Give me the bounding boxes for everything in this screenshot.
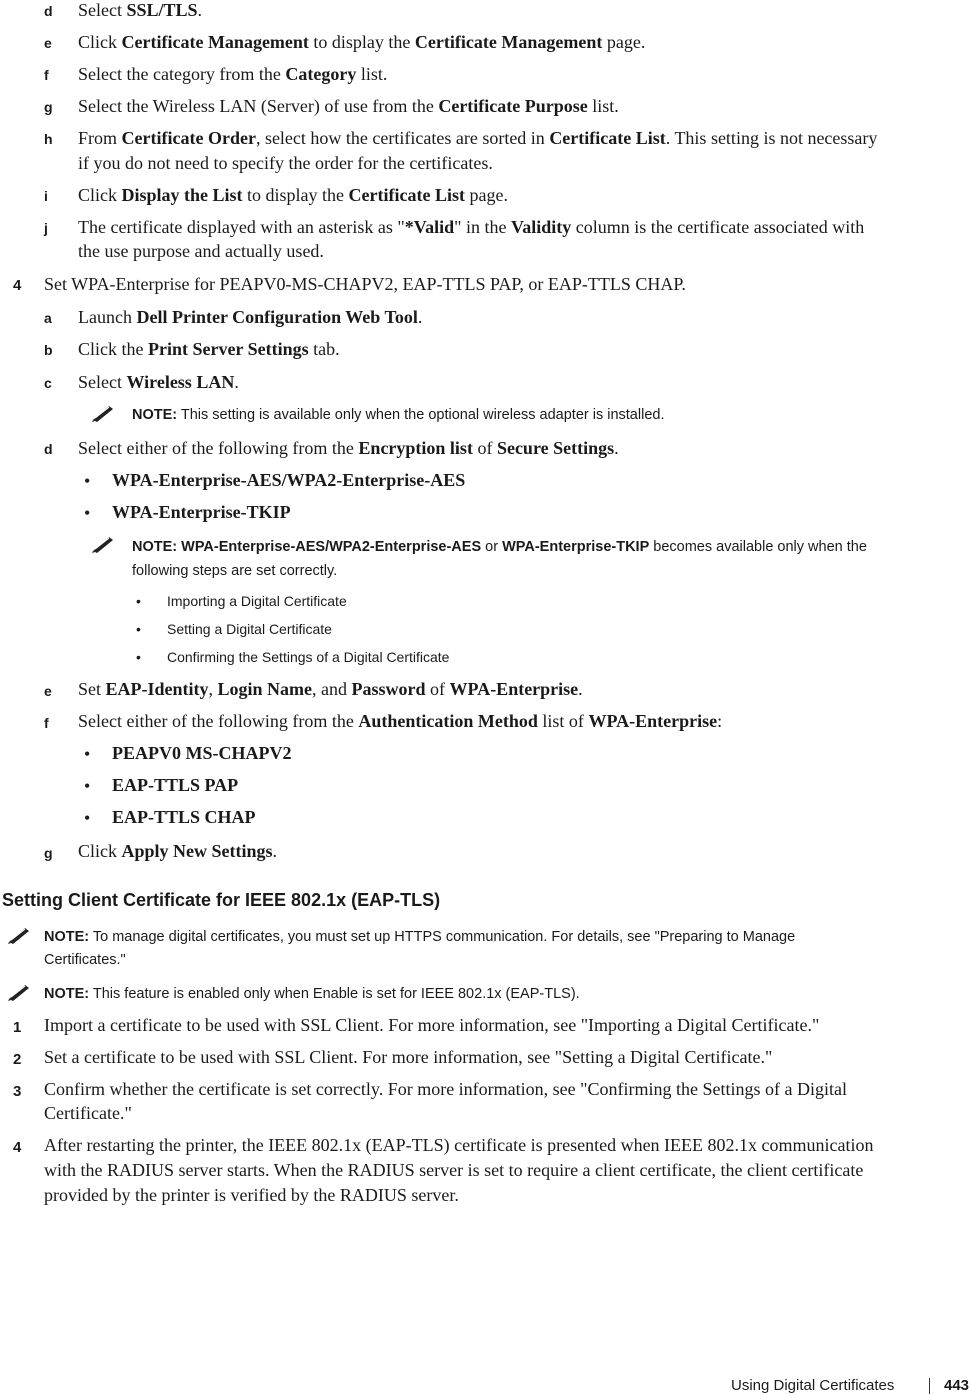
substep-g-text: Click Apply New Settings. [78, 841, 278, 861]
step-i-text: Click Display the List to display the Certificate List page. [78, 185, 508, 205]
substep-label-c: c [44, 375, 52, 391]
substep-label-f: f [44, 715, 49, 731]
step-number-4: 4 [13, 1139, 22, 1156]
step-label-e: e [44, 35, 52, 51]
note-bullet-item: Confirming the Settings of a Digital Certificate [167, 649, 450, 665]
step-label-f: f [44, 67, 49, 83]
note-https-line2: Certificates." [44, 952, 126, 968]
note-wireless-adapter: NOTE: This setting is available only when the optional wireless adapter is installed. [132, 407, 665, 423]
bullet-item: WPA-Enterprise-TKIP [112, 502, 291, 522]
step-j-text: The certificate displayed with an asterisk as "*Valid" in the Validity column is the certificate associated with [78, 217, 865, 237]
bullet-dot: • [84, 808, 91, 828]
step-j-text-line2: the use purpose and actually used. [78, 241, 324, 261]
pencil-note-icon [90, 404, 116, 422]
substep-c-text: Select Wireless LAN. [78, 372, 239, 392]
substep-b-text: Click the Print Server Settings tab. [78, 339, 340, 359]
step-label-h: h [44, 131, 53, 147]
substep-d-text: Select either of the following from the Encryption list of Secure Settings. [78, 438, 619, 458]
step-d-text: Select SSL/TLS. [78, 0, 203, 20]
bullet-item: WPA-Enterprise-AES/WPA2-Enterprise-AES [112, 470, 466, 490]
step-label-g: g [44, 99, 53, 115]
step-h-text: From Certificate Order, select how the certificates are sorted in Certificate List. This setting is not necessary [78, 128, 878, 148]
bullet-dot: • [84, 471, 91, 491]
bullet-item: EAP-TTLS PAP [112, 775, 239, 795]
pencil-note-icon [6, 983, 32, 1001]
footer-divider [929, 1378, 930, 1394]
substep-e-text: Set EAP-Identity, Login Name, and Password of WPA-Enterprise. [78, 679, 583, 699]
substep-a-text: Launch Dell Printer Configuration Web Tool. [78, 307, 423, 327]
page-number: 443 [944, 1377, 970, 1394]
step-number-3: 3 [13, 1083, 22, 1100]
section-step-4-text-line3: provided by the printer is verified by the RADIUS server. [44, 1185, 459, 1205]
step-f-text: Select the category from the Category list. [78, 64, 388, 84]
step-label-j: j [44, 220, 48, 236]
substep-label-e: e [44, 683, 52, 699]
substep-f-text: Select either of the following from the Authentication Method list of WPA-Enterprise: [78, 711, 723, 731]
pencil-note-icon [6, 926, 32, 944]
section-step-2-text: Set a certificate to be used with SSL Client. For more information, see "Setting a Digital Certificate." [44, 1047, 773, 1067]
bullet-dot: • [136, 593, 141, 609]
note-wpa-availability-line2: following steps are set correctly. [132, 563, 338, 579]
note-eap-tls: NOTE: This feature is enabled only when Enable is set for IEEE 802.1x (EAP-TLS). [44, 986, 580, 1002]
bullet-item: EAP-TTLS CHAP [112, 807, 256, 827]
bullet-dot: • [136, 649, 141, 665]
section-step-4-text-line2: with the RADIUS server starts. When the RADIUS server is set to require a client certificate, the client certificate [44, 1160, 864, 1180]
bullet-dot: • [136, 621, 141, 637]
step-number-1: 1 [13, 1019, 22, 1036]
note-bullet-item: Setting a Digital Certificate [167, 621, 332, 637]
section-step-4-text: After restarting the printer, the IEEE 802.1x (EAP-TLS) certificate is presented when IEEE 802.1x communication [44, 1135, 874, 1155]
step-label-i: i [44, 188, 48, 204]
step-4-text: Set WPA-Enterprise for PEAPV0-MS-CHAPV2, EAP-TTLS PAP, or EAP-TTLS CHAP. [44, 274, 686, 294]
bullet-dot: • [84, 776, 91, 796]
step-number-4: 4 [13, 277, 22, 294]
note-https: NOTE: To manage digital certificates, you must set up HTTPS communication. For details, see "Preparing to Manage [44, 929, 796, 945]
step-h-text-line2: if you do not need to specify the order for the certificates. [78, 153, 493, 173]
substep-label-b: b [44, 342, 53, 358]
bullet-dot: • [84, 744, 91, 764]
bullet-item: PEAPV0 MS-CHAPV2 [112, 743, 292, 763]
footer-section-title: Using Digital Certificates [731, 1377, 895, 1394]
step-number-2: 2 [13, 1051, 22, 1068]
substep-label-g: g [44, 845, 53, 861]
step-e-text: Click Certificate Management to display the Certificate Management page. [78, 32, 646, 52]
section-step-3-text-line2: Certificate." [44, 1103, 132, 1123]
bullet-dot: • [84, 503, 91, 523]
note-bullet-item: Importing a Digital Certificate [167, 593, 347, 609]
section-step-1-text: Import a certificate to be used with SSL Client. For more information, see "Importing a Digital Certificate." [44, 1015, 820, 1035]
step-g-text: Select the Wireless LAN (Server) of use from the Certificate Purpose list. [78, 96, 619, 116]
note-wpa-availability: NOTE: WPA-Enterprise-AES/WPA2-Enterprise-AES or WPA-Enterprise-TKIP becomes available only when the [132, 539, 867, 555]
section-heading: Setting Client Certificate for IEEE 802.1x (EAP-TLS) [2, 890, 441, 910]
substep-label-a: a [44, 310, 52, 326]
section-step-3-text: Confirm whether the certificate is set correctly. For more information, see "Confirming the Settings of a Digital [44, 1079, 847, 1099]
step-label-d: d [44, 3, 53, 19]
pencil-note-icon [90, 535, 116, 553]
substep-label-d: d [44, 441, 53, 457]
